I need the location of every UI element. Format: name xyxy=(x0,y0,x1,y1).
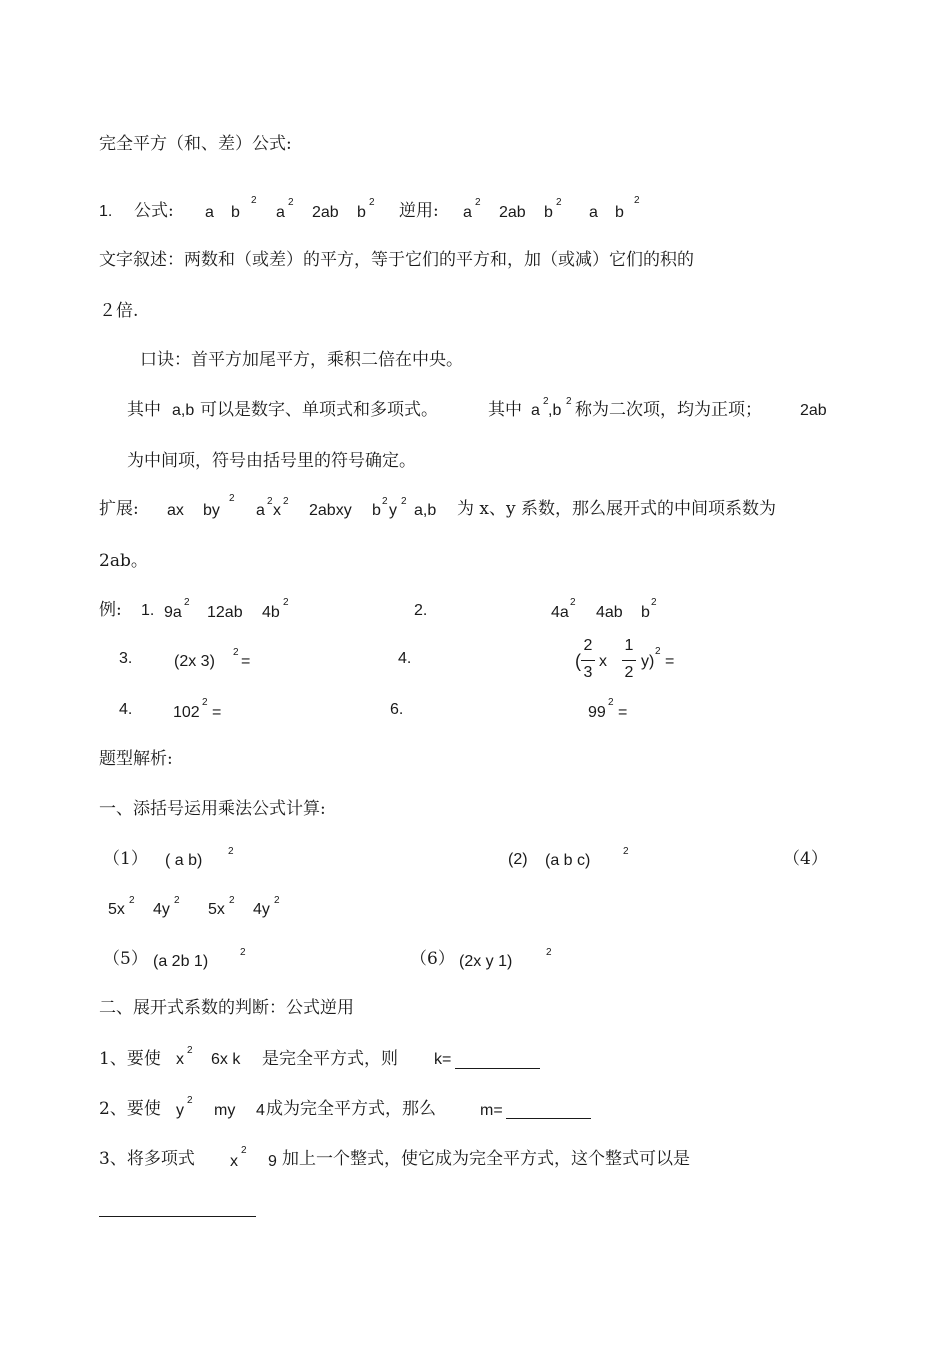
fraction-denominator: 2 xyxy=(624,664,634,681)
note-text: 可以是数字、单项式和多项式。 xyxy=(200,400,438,420)
example-label: 例: xyxy=(99,600,122,620)
note-math: 2ab xyxy=(800,402,827,419)
exponent: 2 xyxy=(283,496,289,507)
problem-expr: 5x xyxy=(208,901,225,918)
question-math: 6x k xyxy=(211,1051,241,1068)
note-text: 称为二次项，均为正项； xyxy=(575,400,762,420)
problem-expr: 4y xyxy=(253,901,270,918)
exponent: 2 xyxy=(229,895,235,906)
formula-term: b xyxy=(615,204,624,221)
ext-term: 2abxy xyxy=(309,502,352,519)
ext-term: a xyxy=(256,502,265,519)
exponent: 2 xyxy=(240,947,246,958)
exponent: 2 xyxy=(229,493,235,504)
question-text: 3、将多项式 xyxy=(99,1149,195,1169)
problem-expr: ( a b) xyxy=(165,852,203,869)
fraction-numerator: 2 xyxy=(583,637,593,654)
example-term: 4a xyxy=(551,604,569,621)
exponent: 2 xyxy=(228,846,234,857)
exponent: 2 xyxy=(233,647,239,658)
open-paren: ( xyxy=(575,651,581,671)
note-text: 其中 xyxy=(488,400,522,420)
inverse-label: 逆用: xyxy=(399,201,439,221)
formula-label: 公式: xyxy=(134,201,174,221)
question-math: 4 xyxy=(256,1102,265,1119)
example-number: 4. xyxy=(119,701,133,718)
problem-expr: 5x xyxy=(108,901,125,918)
question-math: x xyxy=(230,1153,238,1170)
example-eq: = xyxy=(618,704,628,721)
ext-term: x xyxy=(273,502,281,519)
example-term: 99 xyxy=(588,704,606,721)
question-math: x xyxy=(176,1051,184,1068)
example-term: 12ab xyxy=(207,604,243,621)
note-math: a xyxy=(531,402,540,419)
item-number: 1. xyxy=(99,203,113,220)
example-term: x xyxy=(599,653,607,670)
note-text: 为中间项，符号由括号里的符号确定。 xyxy=(127,451,416,471)
problem-number: （5） xyxy=(103,949,148,969)
note-math: ,b xyxy=(548,402,562,419)
exponent: 2 xyxy=(401,496,407,507)
example-term: b xyxy=(641,604,650,621)
answer-blank xyxy=(506,1118,591,1119)
example-eq: = xyxy=(212,704,222,721)
formula-term: 2ab xyxy=(499,204,526,221)
question-math: 9 xyxy=(268,1153,277,1170)
example-number: 2. xyxy=(414,602,428,619)
formula-term: b xyxy=(544,204,553,221)
formula-term: 2ab xyxy=(312,204,339,221)
ext-term: by xyxy=(203,502,220,519)
analysis-heading: 题型解析: xyxy=(99,749,173,769)
problem-number: （6） xyxy=(410,949,455,969)
exponent: 2 xyxy=(174,895,180,906)
exponent: 2 xyxy=(651,597,657,608)
exponent: 2 xyxy=(546,947,552,958)
exponent: 2 xyxy=(543,396,549,407)
answer-blank xyxy=(99,1216,256,1217)
question-math: my xyxy=(214,1102,236,1119)
example-number: 6. xyxy=(390,701,404,718)
exponent: 2 xyxy=(129,895,135,906)
example-term: 4ab xyxy=(596,604,623,621)
formula-term: b xyxy=(231,204,240,221)
ext-term: b xyxy=(372,502,381,519)
example-term: 102 xyxy=(173,704,200,721)
example-term: y) xyxy=(641,653,655,670)
ext-term: a,b xyxy=(414,502,437,519)
formula-term: a xyxy=(463,204,472,221)
problem-expr: 4y xyxy=(153,901,170,918)
formula-term: b xyxy=(357,204,366,221)
question-text: 加上一个整式，使它成为完全平方式，这个整式可以是 xyxy=(282,1149,690,1169)
section-heading: 一、添括号运用乘法公式计算: xyxy=(99,799,326,819)
question-text: 成为完全平方式，那么 xyxy=(266,1099,436,1119)
exponent: 2 xyxy=(566,396,572,407)
section-title: 完全平方（和、差）公式: xyxy=(99,134,292,154)
problem-expr: (a b c) xyxy=(545,852,591,869)
ext-term: ax xyxy=(167,502,184,519)
extension-label: 扩展: xyxy=(99,499,139,519)
question-text: 2、要使 xyxy=(99,1099,161,1119)
exponent: 2 xyxy=(655,646,661,657)
exponent: 2 xyxy=(556,197,562,208)
exponent: 2 xyxy=(608,697,614,708)
formula-term: a xyxy=(205,204,214,221)
exponent: 2 xyxy=(251,195,257,206)
exponent: 2 xyxy=(382,496,388,507)
exponent: 2 xyxy=(184,597,190,608)
exponent: 2 xyxy=(202,697,208,708)
example-number: 3. xyxy=(119,650,133,667)
exponent: 2 xyxy=(623,846,629,857)
exponent: 2 xyxy=(570,597,576,608)
exponent: 2 xyxy=(283,597,289,608)
ext-text: 2ab。 xyxy=(99,551,148,571)
example-term: 4b xyxy=(262,604,280,621)
answer-blank xyxy=(455,1068,540,1069)
fraction-bar xyxy=(622,660,636,661)
mnemonic: 口诀：首平方加尾平方，乘积二倍在中央。 xyxy=(140,350,463,370)
ext-text: 为 x、y 系数，那么展开式的中间项系数为 xyxy=(457,499,776,519)
question-math: k= xyxy=(434,1051,452,1068)
exponent: 2 xyxy=(241,1145,247,1156)
note-text: 其中 xyxy=(127,400,161,420)
fraction-denominator: 3 xyxy=(583,664,593,681)
example-term: 9a xyxy=(164,604,182,621)
example-term: (2x 3) xyxy=(174,653,215,670)
question-math: y xyxy=(176,1102,184,1119)
problem-number: （1） xyxy=(103,849,148,869)
example-number: 4. xyxy=(398,650,412,667)
exponent: 2 xyxy=(274,895,280,906)
formula-term: a xyxy=(276,204,285,221)
fraction-bar xyxy=(581,660,595,661)
exponent: 2 xyxy=(187,1045,193,1056)
exponent: 2 xyxy=(288,197,294,208)
question-text: 1、要使 xyxy=(99,1049,161,1069)
example-eq: = xyxy=(241,653,251,670)
description: 文字叙述：两数和（或差）的平方，等于它们的平方和，加（或减）它们的积的 xyxy=(99,250,694,270)
problem-expr: (2x y 1) xyxy=(459,953,513,970)
exponent: 2 xyxy=(187,1095,193,1106)
exponent: 2 xyxy=(369,197,375,208)
fraction-numerator: 1 xyxy=(624,637,634,654)
problem-number: (2) xyxy=(508,851,528,868)
description-cont: ２倍. xyxy=(99,301,139,321)
section-heading: 二、展开式系数的判断：公式逆用 xyxy=(99,998,354,1018)
note-math: a,b xyxy=(172,402,195,419)
formula-term: a xyxy=(589,204,598,221)
example-eq: = xyxy=(665,653,675,670)
question-math: m= xyxy=(480,1102,503,1119)
problem-number: （4） xyxy=(783,849,828,869)
exponent: 2 xyxy=(267,496,273,507)
question-text: 是完全平方式，则 xyxy=(262,1049,398,1069)
example-number: 1. xyxy=(141,602,155,619)
problem-expr: (a 2b 1) xyxy=(153,953,209,970)
exponent: 2 xyxy=(475,197,481,208)
exponent: 2 xyxy=(634,195,640,206)
ext-term: y xyxy=(389,502,397,519)
